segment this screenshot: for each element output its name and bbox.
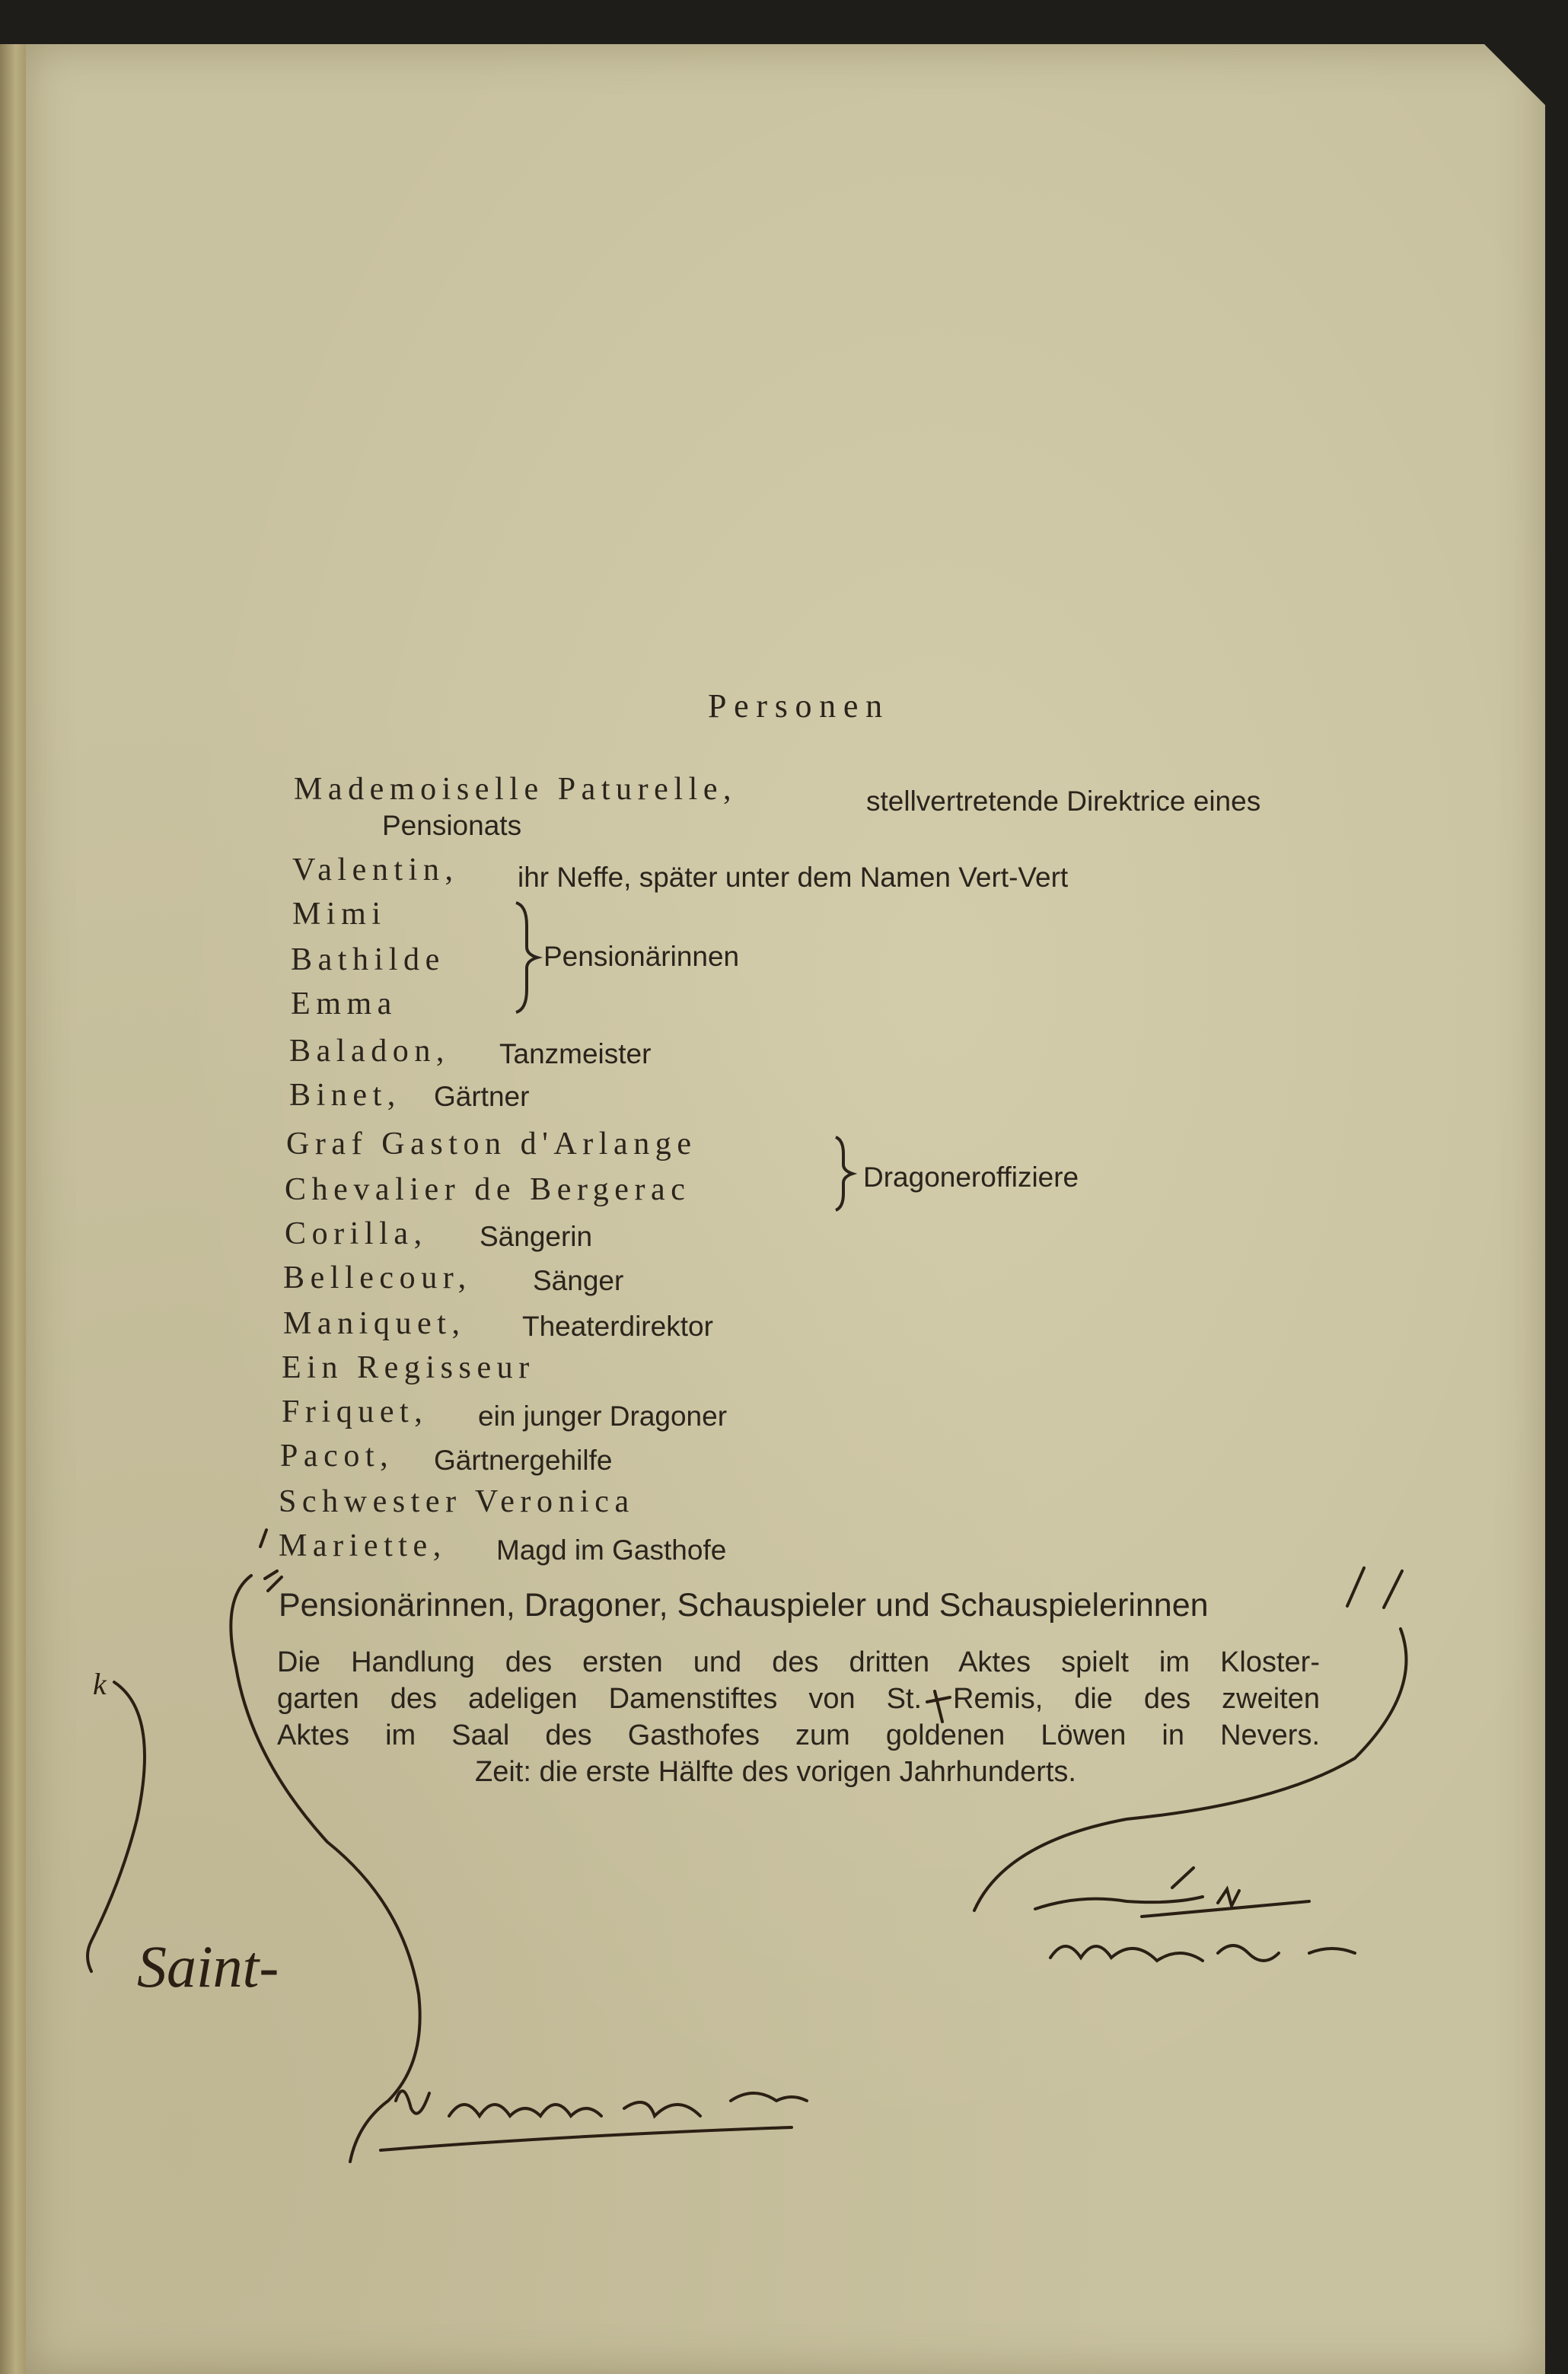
cast-name-baladon: Baladon, <box>289 1034 450 1069</box>
setting-line-2: garten des adeligen Damenstiftes von St. Remis, die des zweiten <box>277 1683 1320 1715</box>
cast-name-maniquet: Maniquet, <box>283 1306 466 1341</box>
chorus-insertion-stroke <box>265 1571 282 1591</box>
cast-name-gaston: Graf Gaston d'Arlange <box>286 1126 697 1162</box>
right-bracket-curve <box>974 1629 1407 1910</box>
setting-line-4: Zeit: die erste Hälfte des vorigen Jahrhunderts. <box>475 1756 1076 1788</box>
bottom-note-scribble <box>396 2091 807 2116</box>
cast-desc-pacot: Gärtnergehilfe <box>434 1445 613 1476</box>
cast-name-mimi: Mimi <box>292 897 387 932</box>
cast-name-pacot: Pacot, <box>280 1439 394 1474</box>
cast-desc-bellecour: Sänger <box>533 1265 624 1296</box>
cast-desc-baladon: Tanzmeister <box>499 1038 652 1069</box>
chorus-line: Pensionärinnen, Dragoner, Schauspieler und Schauspielerinnen <box>279 1587 1209 1624</box>
setting-line-1: Die Handlung des ersten und des dritten Aktes spielt im Kloster- <box>277 1646 1320 1678</box>
cast-name-binet: Binet, <box>289 1078 401 1113</box>
signature-strike <box>1142 1901 1309 1917</box>
cast-desc-corilla: Sängerin <box>480 1221 593 1252</box>
cast-name-corilla: Corilla, <box>285 1216 428 1251</box>
cast-name-mariette: Mariette, <box>279 1528 447 1563</box>
st-correction-stroke <box>927 1691 950 1722</box>
setting-line-3: Aktes im Saal des Gasthofes zum goldenen Löwen in Nevers. <box>277 1719 1320 1751</box>
cast-name-valentin: Valentin, <box>292 852 459 887</box>
double-slash-mark <box>1347 1568 1402 1608</box>
cast-desc-paturelle: stellvertretende Direktrice eines <box>866 785 1261 817</box>
group-label-pensionaerinnen: Pensionärinnen <box>543 941 740 972</box>
cast-desc-binet: Gärtner <box>434 1081 530 1112</box>
page-heading: Personen <box>708 687 890 725</box>
cast-name-friquet: Friquet, <box>282 1394 429 1429</box>
group-label-dragoneroffiziere: Dragoneroffiziere <box>863 1162 1079 1193</box>
handwritten-margin-mark: k <box>93 1667 107 1701</box>
cast-desc-maniquet: Theaterdirektor <box>522 1311 713 1342</box>
margin-bracket-mark <box>260 1530 266 1547</box>
cast-desc-paturelle-cont: Pensionats <box>382 810 522 841</box>
cast-name-veronica: Schwester Veronica <box>279 1484 635 1519</box>
left-bracket-curve <box>231 1576 419 2162</box>
signature-scribble-2 <box>1050 1945 1355 1961</box>
cast-name-bathilde: Bathilde <box>291 942 445 977</box>
cast-name-paturelle: Mademoiselle Paturelle, <box>294 772 738 807</box>
handwritten-saint: Saint- <box>137 1933 279 2000</box>
cast-desc-friquet: ein junger Dragoner <box>478 1401 728 1432</box>
signature-scribble-1 <box>1035 1868 1239 1909</box>
cast-name-emma: Emma <box>291 986 397 1021</box>
cast-desc-mariette: Magd im Gasthofe <box>496 1534 727 1566</box>
cast-name-bergerac: Chevalier de Bergerac <box>285 1172 691 1207</box>
bottom-note-underline <box>381 2127 792 2150</box>
cast-name-regisseur: Ein Regisseur <box>282 1350 535 1385</box>
cast-desc-valentin: ihr Neffe, später unter dem Namen Vert-Vert <box>518 862 1069 893</box>
cast-name-bellecour: Bellecour, <box>283 1260 472 1295</box>
left-margin-curve <box>88 1682 145 1971</box>
